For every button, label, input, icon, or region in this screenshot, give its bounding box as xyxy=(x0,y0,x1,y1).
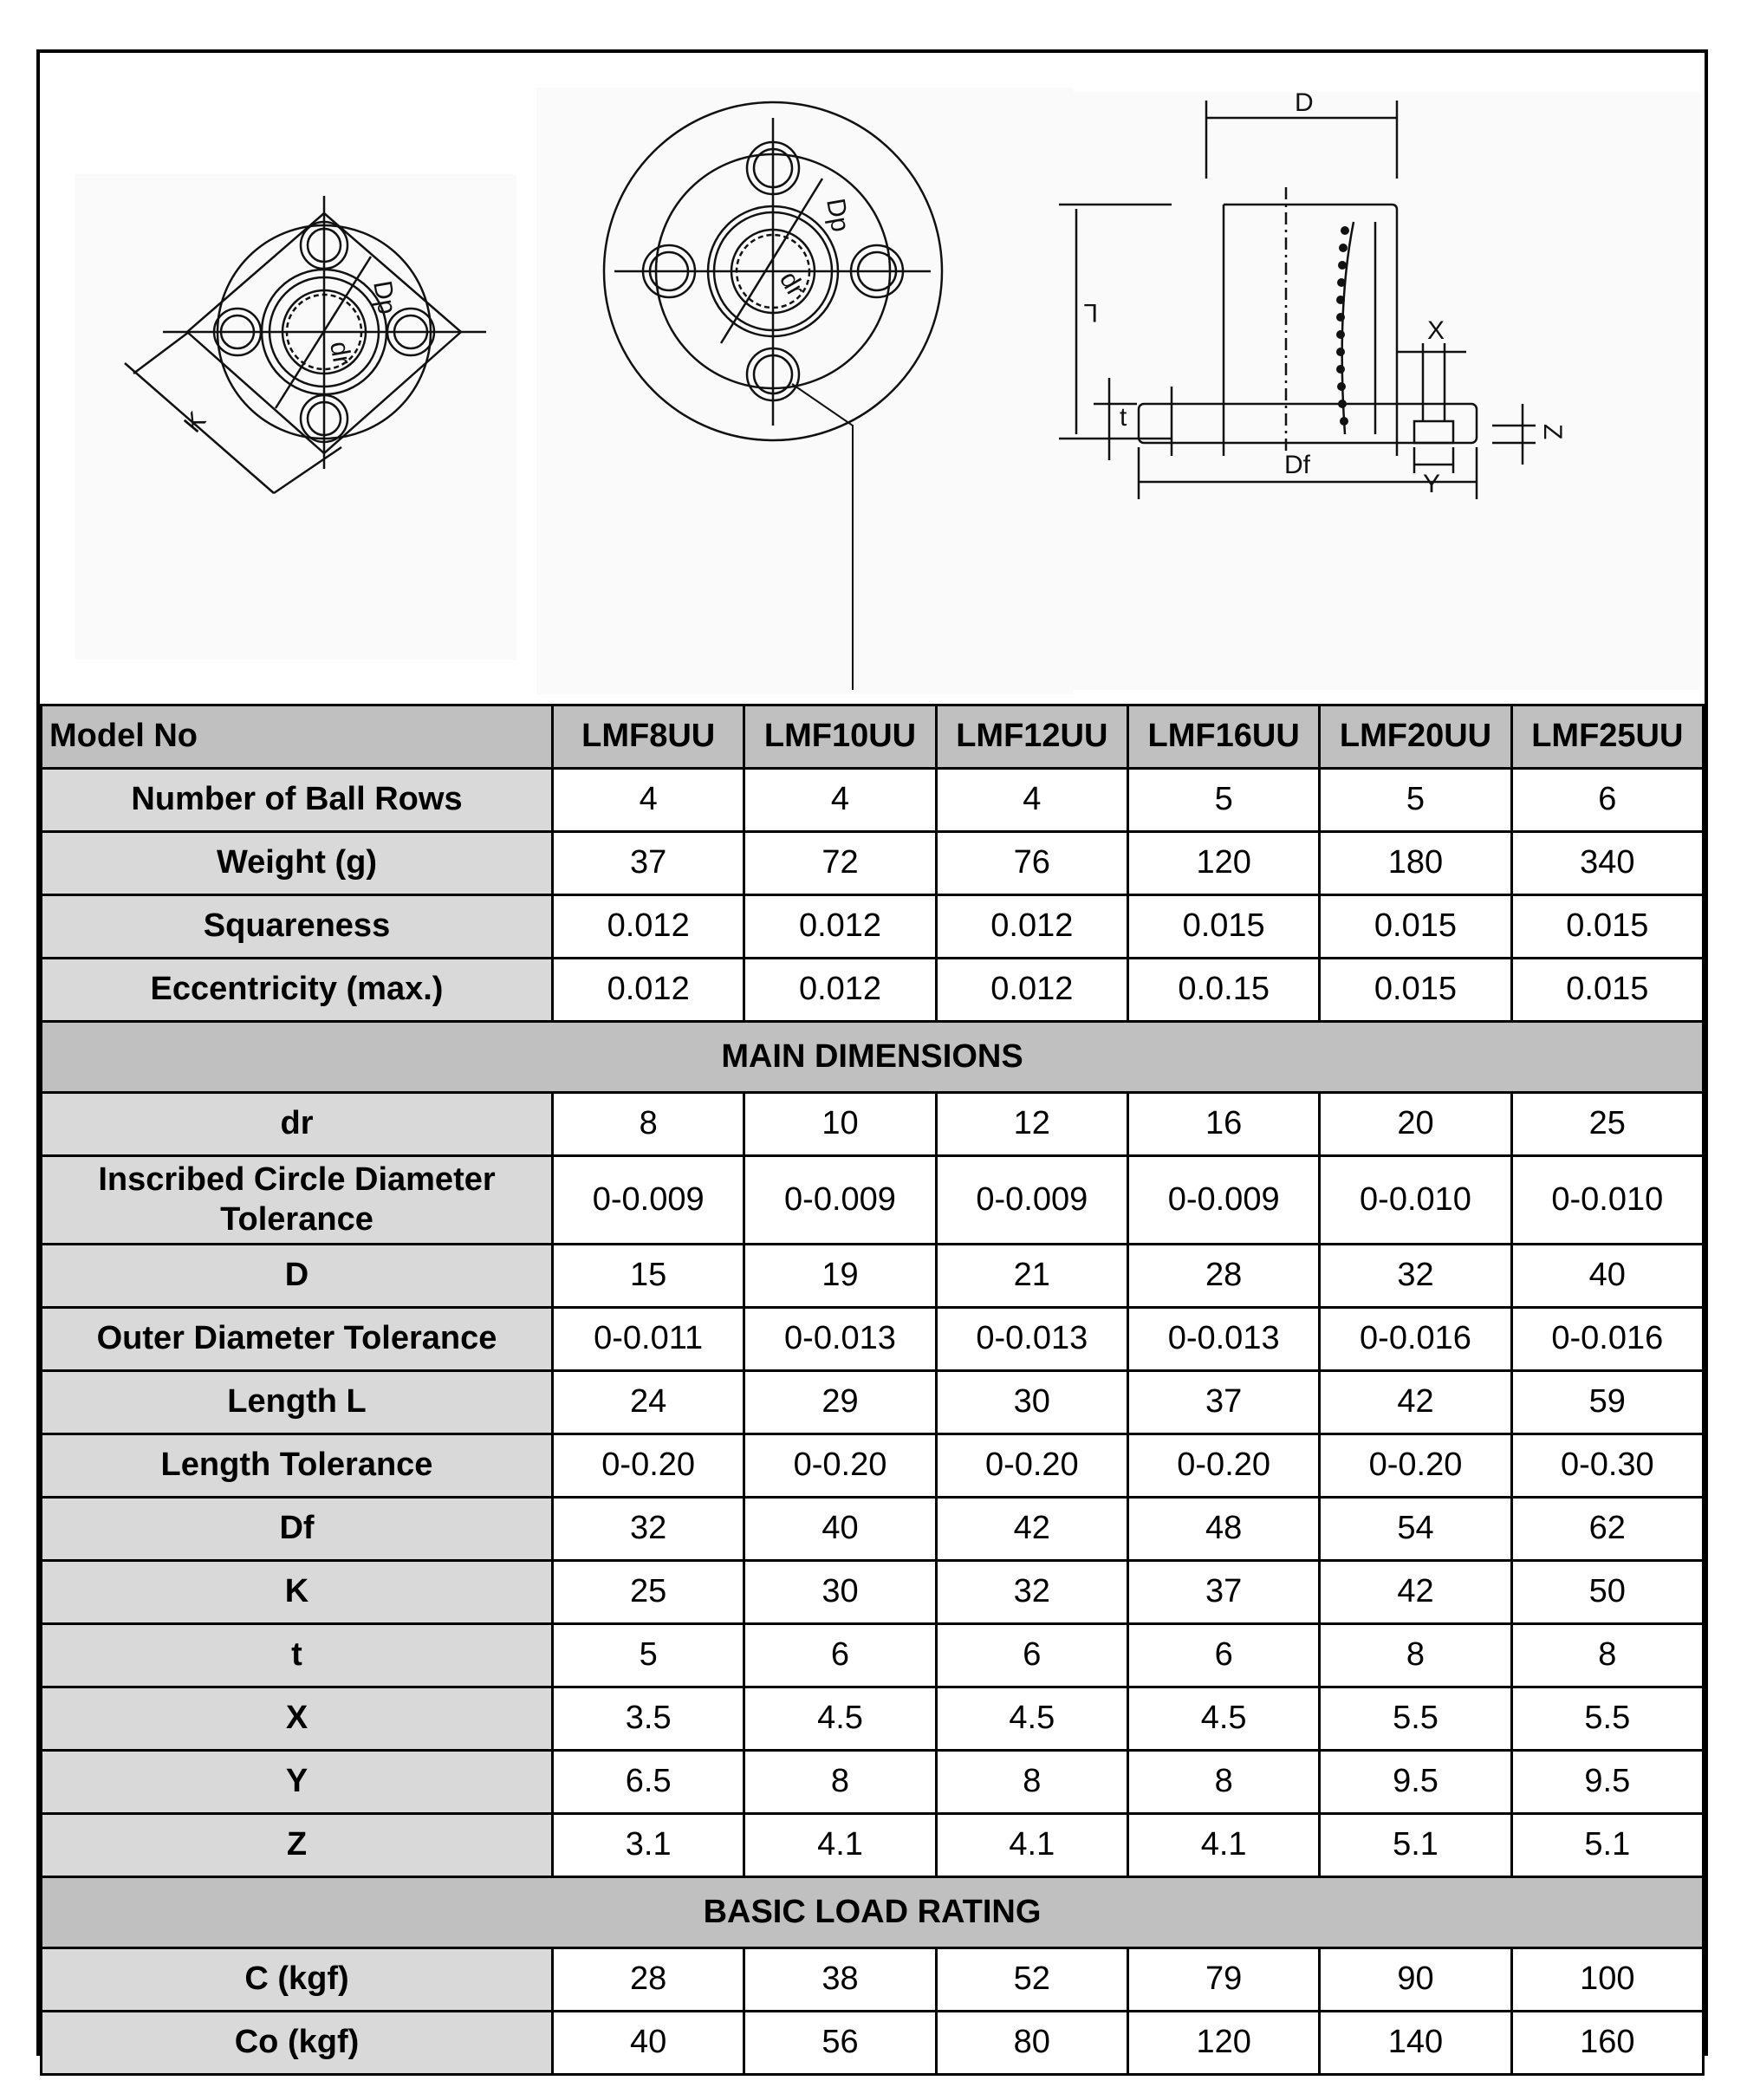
cell-value: 79 xyxy=(1127,1948,1319,2012)
cell-value: 5.5 xyxy=(1320,1687,1511,1751)
cell-value: 59 xyxy=(1511,1371,1703,1434)
cell-value: 0.015 xyxy=(1320,895,1511,959)
row-label: Weight (g) xyxy=(42,832,553,895)
cell-value: 0-0.011 xyxy=(553,1308,744,1371)
cell-value: 56 xyxy=(744,2012,936,2075)
section-title: BASIC LOAD RATING xyxy=(42,1877,1704,1948)
cell-value: 0-0.013 xyxy=(1127,1308,1319,1371)
header-model-no: Model No xyxy=(42,705,553,769)
row-label: D xyxy=(42,1245,553,1308)
cell-value: 0.012 xyxy=(553,895,744,959)
cell-value: 32 xyxy=(553,1498,744,1561)
cell-value: 0-0.20 xyxy=(936,1434,1127,1498)
row-label: t xyxy=(42,1624,553,1687)
cell-value: 52 xyxy=(936,1948,1127,2012)
cell-value: 160 xyxy=(1511,2012,1703,2075)
row-label: dr xyxy=(42,1093,553,1156)
round-flange-drawing xyxy=(497,79,1104,703)
cell-value: 8 xyxy=(936,1751,1127,1814)
cell-value: 180 xyxy=(1320,832,1511,895)
cell-value: 29 xyxy=(744,1371,936,1434)
cell-value: 140 xyxy=(1320,2012,1511,2075)
cell-value: 5 xyxy=(553,1624,744,1687)
cell-value: 0.015 xyxy=(1511,895,1703,959)
row-label: K xyxy=(42,1561,553,1624)
row-label: Outer Diameter Tolerance xyxy=(42,1308,553,1371)
row-label: Y xyxy=(42,1751,553,1814)
spec-sheet xyxy=(36,49,1708,2061)
side-dim-label-x: X xyxy=(1427,316,1445,345)
cell-value: 0-0.30 xyxy=(1511,1434,1703,1498)
cell-value: 0.015 xyxy=(1511,959,1703,1022)
cell-value: 4 xyxy=(744,769,936,832)
cell-value: 80 xyxy=(936,2012,1127,2075)
cell-value: 4.1 xyxy=(1127,1814,1319,1877)
cell-value: 0-0.016 xyxy=(1320,1308,1511,1371)
cell-value: 4.5 xyxy=(744,1687,936,1751)
cell-value: 5.5 xyxy=(1511,1687,1703,1751)
round-dim-label-dp: Dp xyxy=(821,196,855,234)
cell-value: 40 xyxy=(1511,1245,1703,1308)
cell-value: 62 xyxy=(1511,1498,1703,1561)
row-label: Df xyxy=(42,1498,553,1561)
cell-value: 30 xyxy=(936,1371,1127,1434)
row-label: Number of Ball Rows xyxy=(42,769,553,832)
table-row xyxy=(42,769,1704,832)
cell-value: 0-0.013 xyxy=(936,1308,1127,1371)
cell-value: 0.012 xyxy=(744,959,936,1022)
table-row xyxy=(42,1751,1704,1814)
row-label: Inscribed Circle Diameter Tolerance xyxy=(42,1156,553,1245)
cell-value: 6 xyxy=(744,1624,936,1687)
cell-value: 25 xyxy=(1511,1093,1703,1156)
header-model: LMF8UU xyxy=(553,705,744,769)
cell-value: 6 xyxy=(936,1624,1127,1687)
table-row xyxy=(42,1624,1704,1687)
cell-value: 4.5 xyxy=(936,1687,1127,1751)
side-dim-label-d: D xyxy=(1295,92,1314,117)
cell-value: 0.012 xyxy=(553,959,744,1022)
cell-value: 120 xyxy=(1127,832,1319,895)
cell-value: 0-0.010 xyxy=(1511,1156,1703,1245)
cell-value: 72 xyxy=(744,832,936,895)
cell-value: 37 xyxy=(1127,1561,1319,1624)
row-label: Z xyxy=(42,1814,553,1877)
cell-value: 37 xyxy=(553,832,744,895)
cell-value: 0-0.20 xyxy=(553,1434,744,1498)
cell-value: 54 xyxy=(1320,1498,1511,1561)
technical-drawings xyxy=(40,53,1705,704)
cell-value: 340 xyxy=(1511,832,1703,895)
cell-value: 4 xyxy=(936,769,1127,832)
dim-label-k: K xyxy=(179,406,212,439)
cell-value: 90 xyxy=(1320,1948,1511,2012)
cell-value: 6 xyxy=(1127,1624,1319,1687)
cell-value: 12 xyxy=(936,1093,1127,1156)
cell-value: 28 xyxy=(553,1948,744,2012)
table-row xyxy=(42,1371,1704,1434)
section-main-dimensions xyxy=(42,1022,1704,1093)
cell-value: 21 xyxy=(936,1245,1127,1308)
cell-value: 37 xyxy=(1127,1371,1319,1434)
cell-value: 3.1 xyxy=(553,1814,744,1877)
cell-value: 0-0.013 xyxy=(744,1308,936,1371)
cell-value: 9.5 xyxy=(1511,1751,1703,1814)
cell-value: 4.1 xyxy=(744,1814,936,1877)
cell-value: 0.0.15 xyxy=(1127,959,1319,1022)
cell-value: 5 xyxy=(1127,769,1319,832)
table-row xyxy=(42,1561,1704,1624)
cell-value: 10 xyxy=(744,1093,936,1156)
cell-value: 38 xyxy=(744,1948,936,2012)
cell-value: 8 xyxy=(1127,1751,1319,1814)
dim-label-dp: Dp xyxy=(367,278,402,316)
table-row xyxy=(42,959,1704,1022)
cell-value: 120 xyxy=(1127,2012,1319,2075)
table-row xyxy=(42,895,1704,959)
cell-value: 19 xyxy=(744,1245,936,1308)
side-dim-label-l: L xyxy=(1083,298,1098,327)
cell-value: 0.012 xyxy=(936,959,1127,1022)
table-row xyxy=(42,1948,1704,2012)
side-dim-label-z: Z xyxy=(1538,424,1567,440)
header-model: LMF10UU xyxy=(744,705,936,769)
row-label: Co (kgf) xyxy=(42,2012,553,2075)
side-dim-label-y: Y xyxy=(1423,470,1441,498)
cell-value: 0-0.20 xyxy=(1127,1434,1319,1498)
cell-value: 30 xyxy=(744,1561,936,1624)
round-dim-label-dr: dr xyxy=(773,267,810,302)
side-dim-label-t: t xyxy=(1120,403,1127,432)
cell-value: 25 xyxy=(553,1561,744,1624)
cell-value: 48 xyxy=(1127,1498,1319,1561)
row-label: Length L xyxy=(42,1371,553,1434)
table-row xyxy=(42,1093,1704,1156)
cell-value: 8 xyxy=(553,1093,744,1156)
cell-value: 0.012 xyxy=(744,895,936,959)
cell-value: 6 xyxy=(1511,769,1703,832)
table-row xyxy=(42,1434,1704,1498)
section-basic-load-rating xyxy=(42,1877,1704,1948)
table-row xyxy=(42,1687,1704,1751)
cell-value: 24 xyxy=(553,1371,744,1434)
cell-value: 0-0.20 xyxy=(744,1434,936,1498)
table-row xyxy=(42,2012,1704,2075)
section-title: MAIN DIMENSIONS xyxy=(42,1022,1704,1093)
row-label: Length Tolerance xyxy=(42,1434,553,1498)
cell-value: 28 xyxy=(1127,1245,1319,1308)
cell-value: 42 xyxy=(1320,1371,1511,1434)
table-row xyxy=(42,1498,1704,1561)
header-model: LMF25UU xyxy=(1511,705,1703,769)
cell-value: 32 xyxy=(936,1561,1127,1624)
cell-value: 0.012 xyxy=(936,895,1127,959)
cell-value: 5.1 xyxy=(1320,1814,1511,1877)
cell-value: 0.015 xyxy=(1320,959,1511,1022)
cell-value: 4 xyxy=(553,769,744,832)
cell-value: 20 xyxy=(1320,1093,1511,1156)
cell-value: 100 xyxy=(1511,1948,1703,2012)
square-flange-drawing xyxy=(66,105,534,668)
table-row xyxy=(42,1156,1704,1245)
cell-value: 40 xyxy=(553,2012,744,2075)
cell-value: 0-0.20 xyxy=(1320,1434,1511,1498)
cell-value: 4.5 xyxy=(1127,1687,1319,1751)
cell-value: 0-0.009 xyxy=(744,1156,936,1245)
dim-label-dr: dr xyxy=(324,339,357,367)
table-row xyxy=(42,1814,1704,1877)
row-label: X xyxy=(42,1687,553,1751)
table-row xyxy=(42,1308,1704,1371)
cell-value: 0-0.016 xyxy=(1511,1308,1703,1371)
cell-value: 0-0.009 xyxy=(553,1156,744,1245)
row-label: C (kgf) xyxy=(42,1948,553,2012)
header-model: LMF20UU xyxy=(1320,705,1511,769)
cell-value: 0-0.009 xyxy=(936,1156,1127,1245)
cell-value: 6.5 xyxy=(553,1751,744,1814)
cell-value: 4.1 xyxy=(936,1814,1127,1877)
cell-value: 0-0.010 xyxy=(1320,1156,1511,1245)
cell-value: 42 xyxy=(936,1498,1127,1561)
cell-value: 0-0.009 xyxy=(1127,1156,1319,1245)
header-model: LMF12UU xyxy=(936,705,1127,769)
cell-value: 0.015 xyxy=(1127,895,1319,959)
cell-value: 3.5 xyxy=(553,1687,744,1751)
side-view-drawing xyxy=(1059,92,1700,690)
side-dim-label-df: Df xyxy=(1284,451,1310,479)
cell-value: 50 xyxy=(1511,1561,1703,1624)
row-label: Squareness xyxy=(42,895,553,959)
specification-table xyxy=(40,704,1705,2076)
table-row xyxy=(42,1245,1704,1308)
cell-value: 15 xyxy=(553,1245,744,1308)
cell-value: 8 xyxy=(1511,1624,1703,1687)
cell-value: 5 xyxy=(1320,769,1511,832)
cell-value: 76 xyxy=(936,832,1127,895)
cell-value: 32 xyxy=(1320,1245,1511,1308)
cell-value: 16 xyxy=(1127,1093,1319,1156)
header-model: LMF16UU xyxy=(1127,705,1319,769)
cell-value: 9.5 xyxy=(1320,1751,1511,1814)
cell-value: 40 xyxy=(744,1498,936,1561)
cell-value: 8 xyxy=(1320,1624,1511,1687)
cell-value: 8 xyxy=(744,1751,936,1814)
cell-value: 42 xyxy=(1320,1561,1511,1624)
table-header-row xyxy=(42,705,1704,769)
table-row xyxy=(42,832,1704,895)
row-label: Eccentricity (max.) xyxy=(42,959,553,1022)
cell-value: 5.1 xyxy=(1511,1814,1703,1877)
